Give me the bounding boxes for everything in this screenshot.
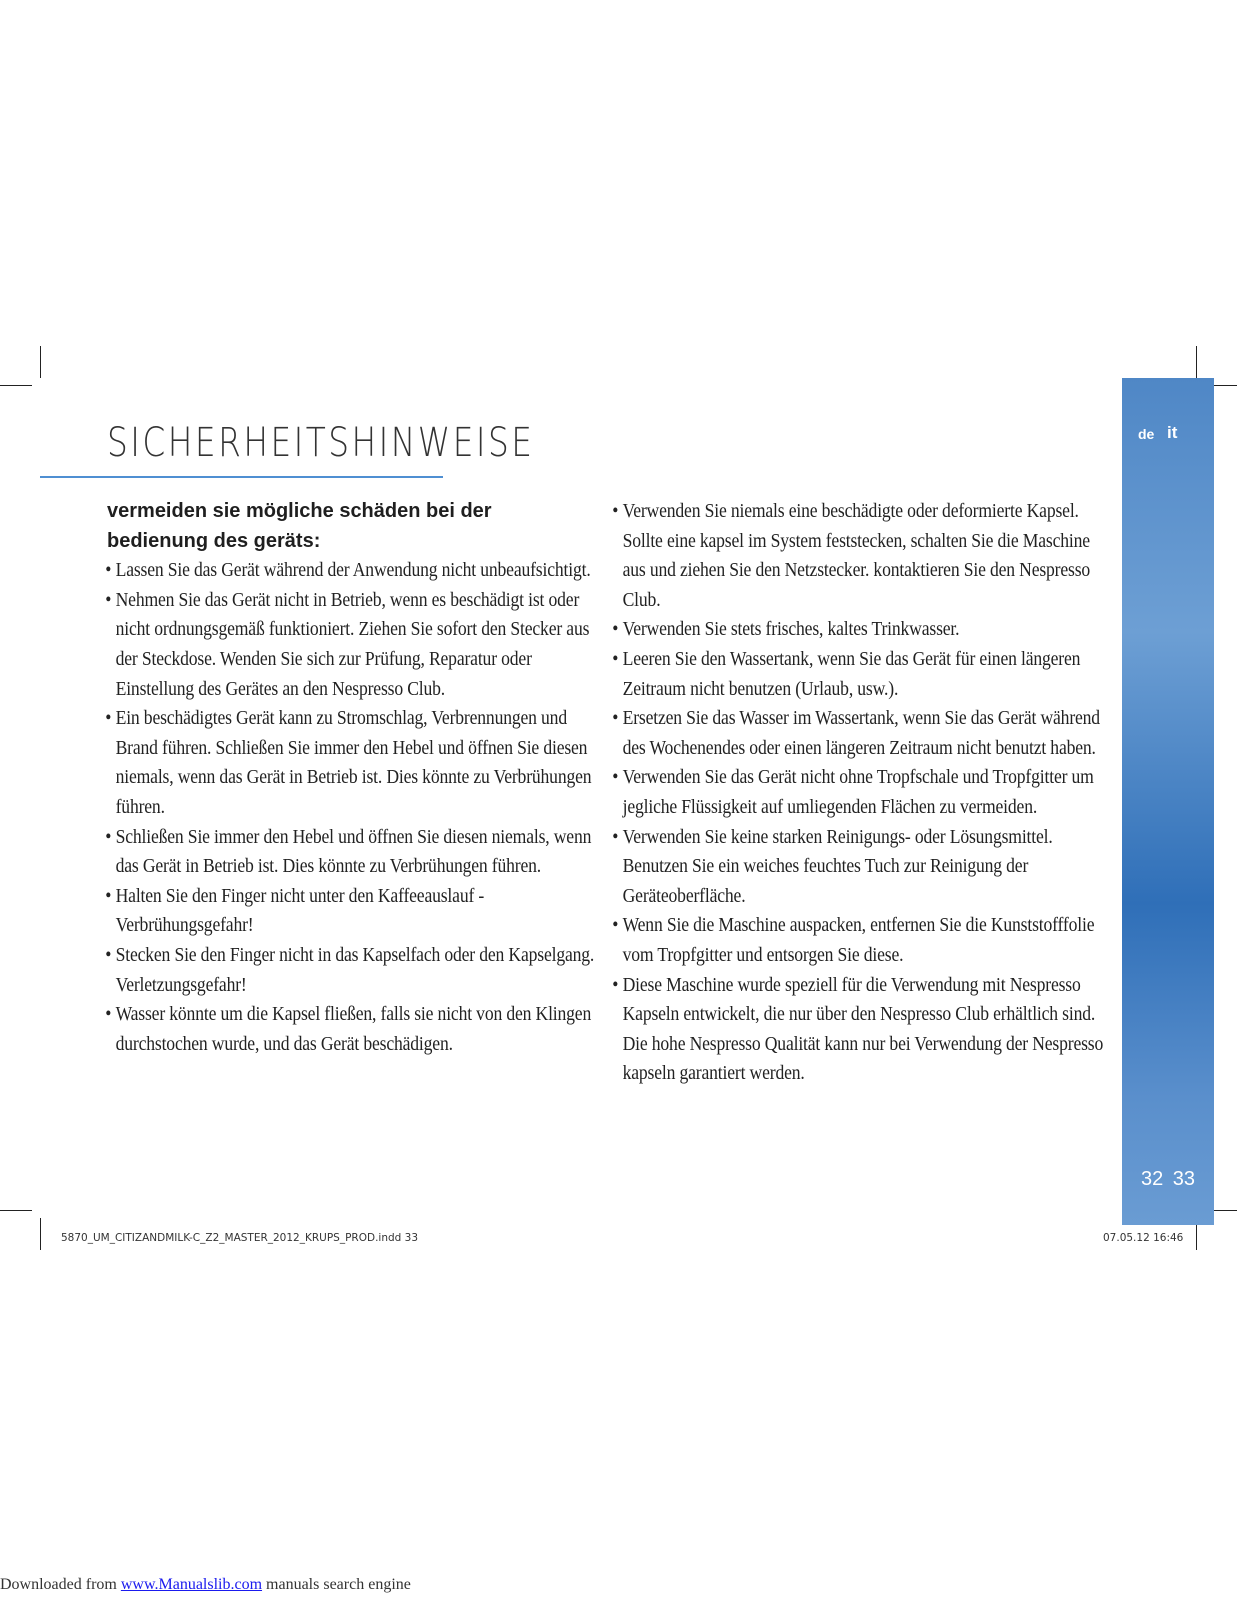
- crop-mark: [1196, 346, 1197, 378]
- left-column: [107, 497, 597, 1059]
- list-item: • Ein beschädigtes Gerät kann zu Stromschlag, Verbrennungen und Brand führen. Schließen Sie immer den Hebel und öffnen Sie diesen niemals, wenn das Gerät in Betrieb ist. Dies könnte zu Verbrühungen führen.: [107, 704, 604, 822]
- right-bullet-list: [614, 497, 1104, 1089]
- right-column: [614, 497, 1104, 1089]
- list-item: • Halten Sie den Finger nicht unter den Kaffeeauslauf - Verbrühungsgefahr!: [107, 882, 604, 941]
- list-item: • Leeren Sie den Wassertank, wenn Sie das Gerät für einen längeren Zeitraum nicht benutzen (Urlaub, usw.).: [614, 645, 1111, 704]
- list-item: • Schließen Sie immer den Hebel und öffnen Sie diesen niemals, wenn das Gerät in Betrieb ist. Dies könnte zu Verbrühungen führen.: [107, 823, 604, 882]
- list-item: • Verwenden Sie das Gerät nicht ohne Tropfschale und Tropfgitter um jegliche Flüssigkeit auf umliegenden Flächen zu vermeiden.: [614, 763, 1111, 822]
- language-tab-it[interactable]: it: [1167, 423, 1178, 442]
- title-underline: [40, 476, 443, 478]
- footer-suffix: manuals search engine: [262, 1576, 411, 1593]
- list-item: • Verwenden Sie keine starken Reinigungs- oder Lösungsmittel. Benutzen Sie ein weiches feuchtes Tuch zur Reinigung der Geräteoberfläche.: [614, 823, 1111, 912]
- crop-mark: [0, 1210, 32, 1211]
- download-footer: [0, 1576, 411, 1594]
- manualslib-link[interactable]: www.Manualslib.com: [120, 1576, 263, 1593]
- section-subheading: vermeiden sie mögliche schäden bei der bedienung des geräts:: [107, 500, 492, 552]
- language-sidebar: [1122, 378, 1214, 1225]
- left-bullet-list: [107, 556, 597, 1059]
- language-tab-de[interactable]: de: [1138, 426, 1155, 442]
- list-item: • Verwenden Sie stets frisches, kaltes Trinkwasser.: [614, 615, 1111, 645]
- list-item: • Diese Maschine wurde speziell für die Verwendung mit Nespresso Kapseln entwickelt, die nur über den Nespresso Club erhältlich sind. Die hohe Nespresso Qualität kann nur bei Verwendung der Nespresso kapseln garantiert werden.: [614, 971, 1111, 1089]
- print-slug-datetime: 07.05.12 16:46: [1103, 1232, 1184, 1244]
- list-item: • Lassen Sie das Gerät während der Anwendung nicht unbeaufsichtigt.: [107, 556, 604, 586]
- list-item: • Ersetzen Sie das Wasser im Wassertank, wenn Sie das Gerät während des Wochenendes oder einen längeren Zeitraum nicht benutzt haben.: [614, 704, 1111, 763]
- footer-prefix: Downloaded from: [0, 1576, 121, 1593]
- crop-mark: [40, 346, 41, 378]
- list-item: • Wenn Sie die Maschine auspacken, entfernen Sie die Kunststofffolie vom Tropfgitter und entsorgen Sie diese.: [614, 911, 1111, 970]
- crop-mark: [0, 385, 32, 386]
- crop-mark: [40, 1218, 41, 1250]
- list-item: • Wasser könnte um die Kapsel fließen, falls sie nicht von den Klingen durchstochen wurde, und das Gerät beschädigen.: [107, 1000, 604, 1059]
- page-numbers: 32 33: [1141, 1168, 1196, 1190]
- list-item: • Nehmen Sie das Gerät nicht in Betrieb, wenn es beschädigt ist oder nicht ordnungsgemäß funktioniert. Ziehen Sie sofort den Stecker aus der Steckdose. Wenden Sie sich zur Prüfung, Reparatur oder Einstellung des Gerätes an den Nespresso Club.: [107, 586, 604, 704]
- list-item: • Stecken Sie den Finger nicht in das Kapselfach oder den Kapselgang. Verletzungsgefahr!: [107, 941, 604, 1000]
- print-slug-file: 5870_UM_CITIZANDMILK-C_Z2_MASTER_2012_KRUPS_PROD.indd 33: [61, 1232, 419, 1244]
- list-item: • Verwenden Sie niemals eine beschädigte oder deformierte Kapsel. Sollte eine kapsel im System feststecken, schalten Sie die Maschine aus und ziehen Sie den Netzstecker. kontaktieren Sie den Nespresso Club.: [614, 497, 1111, 615]
- page-title: SICHERHEITSHINWEISE: [107, 420, 535, 466]
